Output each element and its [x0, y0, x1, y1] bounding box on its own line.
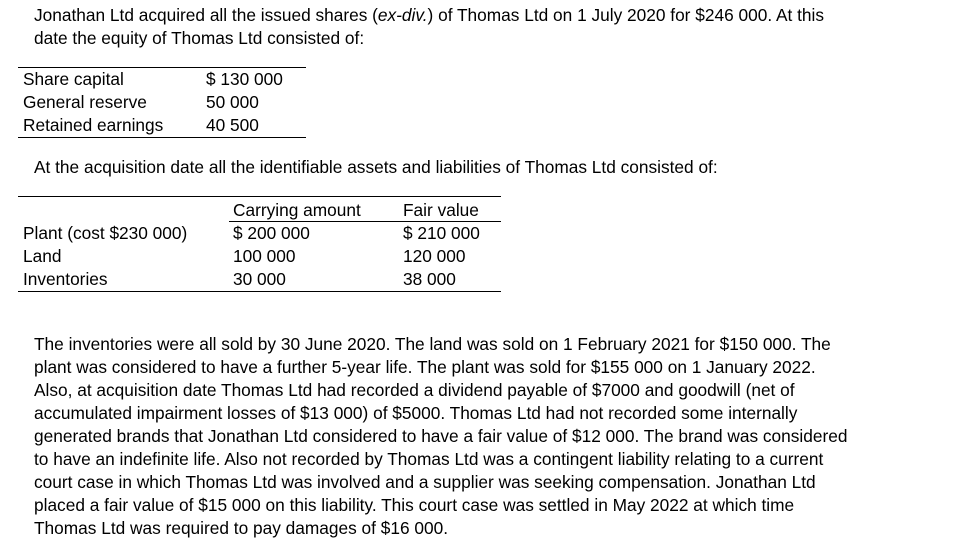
paragraph-line: generated brands that Jonathan Ltd considered to have a fair value of $12 000. The brand was considered: [34, 426, 848, 446]
assets-table-top-rule: [18, 196, 501, 197]
asset-row-label: Land: [23, 246, 62, 266]
header-carrying-amount: Carrying amount: [233, 200, 361, 220]
equity-row-label: Retained earnings: [23, 115, 164, 135]
paragraph-line: accumulated impairment losses of $13 000) of $5000. Thomas Ltd had not recorded some internally: [34, 403, 798, 423]
header-fair-value: Fair value: [403, 200, 479, 220]
intro-text-b: ) of Thomas Ltd on 1 July 2020 for $246 000. At this: [427, 5, 824, 25]
equity-row-value: 50 000: [206, 92, 259, 112]
asset-row-fair: 38 000: [403, 269, 456, 289]
equity-row-label: General reserve: [23, 92, 147, 112]
asset-row-label: Inventories: [23, 269, 108, 289]
assets-intro: At the acquisition date all the identifiable assets and liabilities of Thomas Ltd consisted of:: [34, 157, 718, 177]
paragraph-line: Also, at acquisition date Thomas Ltd had recorded a dividend payable of $7000 and goodwill (net of: [34, 380, 795, 400]
equity-row-value: 40 500: [206, 115, 259, 135]
paragraph-line: The inventories were all sold by 30 June 2020. The land was sold on 1 February 2021 for $150 000. The: [34, 334, 831, 354]
equity-row-label: Share capital: [23, 69, 124, 89]
intro-line-2: date the equity of Thomas Ltd consisted of:: [34, 28, 365, 48]
paragraph-line: to have an indefinite life. Also not recorded by Thomas Ltd was a contingent liability relating to a current: [34, 449, 824, 469]
intro-line-1: [34, 4, 824, 27]
asset-row-carrying: 30 000: [233, 269, 286, 289]
intro-text-a: Jonathan Ltd acquired all the issued shares (: [34, 5, 378, 25]
asset-row-fair: 120 000: [403, 246, 466, 266]
equity-table-bottom-rule: [18, 137, 306, 138]
asset-row-carrying: 100 000: [233, 246, 296, 266]
paragraph-line: plant was considered to have a further 5-year life. The plant was sold for $155 000 on 1 January 2022.: [34, 357, 816, 377]
assets-table-bottom-rule: [18, 291, 501, 292]
intro-text-em: ex-div.: [377, 5, 428, 25]
paragraph-line: Thomas Ltd was required to pay damages of $16 000.: [34, 518, 449, 538]
paragraph-line: placed a fair value of $15 000 on this liability. This court case was settled in May 2022 at which time: [34, 495, 795, 515]
asset-row-carrying: $ 200 000: [233, 223, 310, 243]
asset-row-fair: $ 210 000: [403, 223, 480, 243]
asset-row-label: Plant (cost $230 000): [23, 223, 188, 243]
equity-row-value: $ 130 000: [206, 69, 283, 89]
paragraph-line: court case in which Thomas Ltd was involved and a supplier was seeking compensation. Jonathan Ltd: [34, 472, 816, 492]
